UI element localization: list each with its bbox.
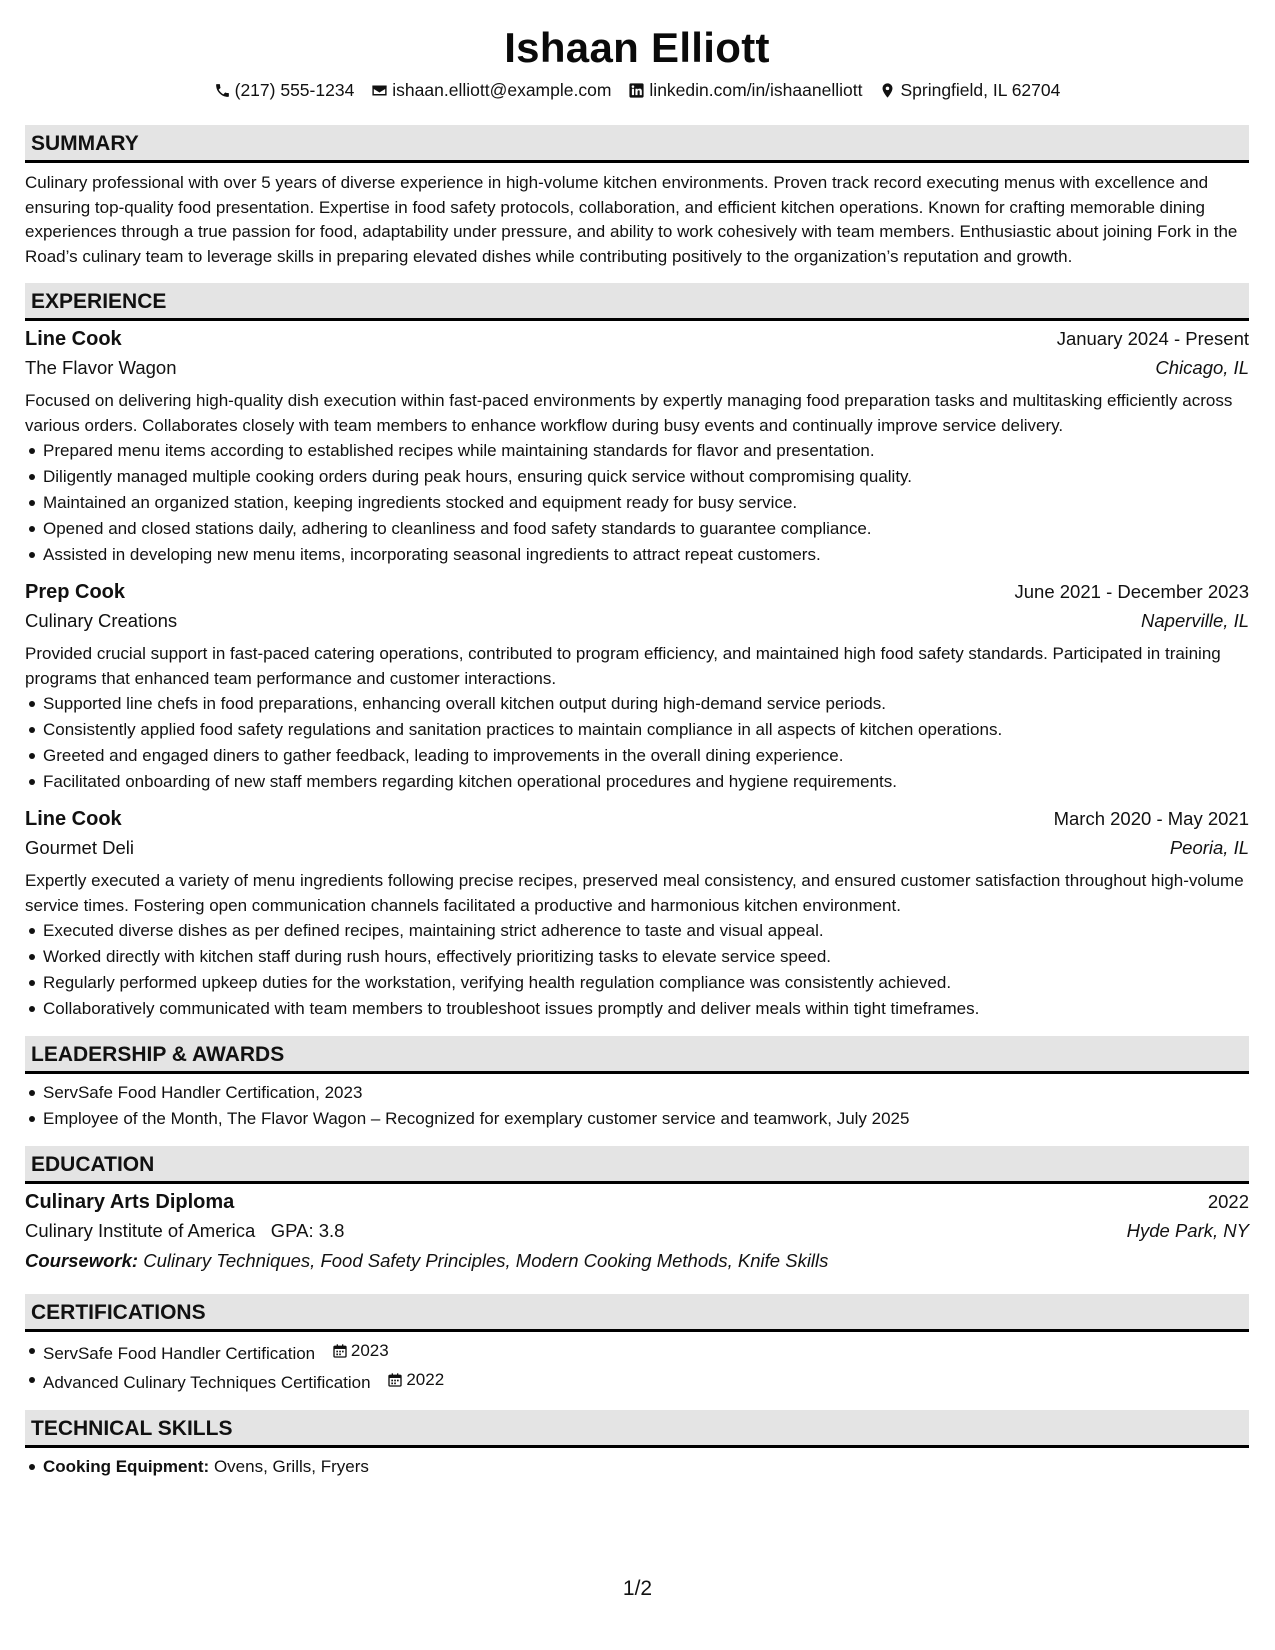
list-item: Executed diverse dishes as per defined recipes, maintaining strict adherence to taste and visual appeal. — [25, 918, 1249, 944]
linkedin-icon — [628, 82, 645, 99]
job-title: Prep Cook — [25, 581, 126, 603]
section-title: SUMMARY — [25, 125, 1249, 163]
list-item: ServSafe Food Handler Certification, 2023 — [25, 1080, 1249, 1106]
job-description: Provided crucial support in fast-paced catering operations, contributed to program efficiency, and maintained high food safety standards. Participated in training programs that enhanced team performance and customer interactions. — [25, 644, 1221, 688]
skills-section — [25, 1410, 1249, 1480]
skill-category: Cooking Equipment: — [43, 1457, 210, 1476]
job-entry — [25, 578, 1249, 795]
section-title: TECHNICAL SKILLS — [25, 1410, 1249, 1448]
company-name: The Flavor Wagon — [25, 357, 177, 378]
page-number: 1/2 — [622, 1577, 653, 1600]
certifications-section — [25, 1294, 1249, 1396]
school-name: Culinary Institute of America — [25, 1220, 256, 1241]
job-location: Naperville, IL — [1141, 610, 1249, 631]
job-dates: January 2024 - Present — [1056, 328, 1249, 349]
calendar-icon — [387, 1372, 403, 1388]
list-item: Maintained an organized station, keeping ingredients stocked and equipment ready for busy service. — [25, 490, 1249, 516]
job-bullets — [25, 691, 1249, 795]
coursework-line — [25, 1246, 1249, 1276]
section-title: EXPERIENCE — [25, 283, 1249, 321]
certification-name: Advanced Culinary Techniques Certification — [43, 1373, 371, 1392]
degree-name: Culinary Arts Diploma — [25, 1191, 235, 1213]
location-text: Springfield, IL 62704 — [900, 80, 1061, 100]
job-dates: March 2020 - May 2021 — [1053, 808, 1249, 829]
summary-text: Culinary professional with over 5 years of diverse experience in high-volume kitchen environments. Proven track record executing menus with excellence and ensuring top-quality food presentation. Expertise in food safety protocols, collaboration, and efficient kitchen operations. Known for crafting memorable dining experiences through a true passion for food, adaptability under pressure, and ability to work cohesively with team members. Enthusiastic about joining Fork in the Road’s culinary team to leverage skills in preparing elevated dishes while contributing positively to the organization’s reputation and growth. — [25, 173, 1238, 266]
education-section — [25, 1146, 1249, 1276]
list-item: Opened and closed stations daily, adhering to cleanliness and food safety standards to guarantee compliance. — [25, 516, 1249, 542]
list-item: Collaboratively communicated with team members to troubleshoot issues promptly and deliver meals within tight timeframes. — [25, 996, 1249, 1022]
certifications-list — [25, 1338, 1249, 1396]
company-name: Gourmet Deli — [25, 837, 134, 858]
certification-date — [387, 1367, 444, 1393]
list-item: Assisted in developing new menu items, incorporating seasonal ingredients to attract repeat customers. — [25, 542, 1249, 568]
awards-list — [25, 1080, 1249, 1132]
section-title: LEADERSHIP & AWARDS — [25, 1036, 1249, 1074]
coursework-list: Culinary Techniques, Food Safety Principles, Modern Cooking Methods, Knife Skills — [143, 1250, 829, 1271]
map-pin-icon — [879, 82, 896, 99]
list-item — [25, 1338, 1249, 1367]
school-location: Hyde Park, NY — [1126, 1220, 1249, 1241]
section-title: CERTIFICATIONS — [25, 1294, 1249, 1332]
experience-section — [25, 283, 1249, 1022]
job-title: Line Cook — [25, 328, 122, 350]
list-item: Regularly performed upkeep duties for the workstation, verifying health regulation compliance was consistently achieved. — [25, 970, 1249, 996]
calendar-icon — [332, 1343, 348, 1359]
company-name: Culinary Creations — [25, 610, 178, 631]
list-item: Worked directly with kitchen staff during rush hours, effectively prioritizing tasks to elevate service speed. — [25, 944, 1249, 970]
job-description: Expertly executed a variety of menu ingredients following precise recipes, preserved meal consistency, and ensured customer satisfaction throughout high-volume service times. Fostering open communication channels facilitated a productive and harmonious kitchen environment. — [25, 871, 1244, 915]
list-item: Facilitated onboarding of new staff members regarding kitchen operational procedures and hygiene requirements. — [25, 769, 1249, 795]
job-location: Peoria, IL — [1169, 837, 1249, 858]
contact-email[interactable] — [371, 78, 611, 102]
list-item: Employee of the Month, The Flavor Wagon – Recognized for exemplary customer service and teamwork, July 2025 — [25, 1106, 1249, 1132]
job-location: Chicago, IL — [1155, 357, 1249, 378]
contact-linkedin[interactable] — [628, 78, 862, 102]
certification-year: 2022 — [406, 1370, 445, 1389]
list-item — [25, 1367, 1249, 1396]
job-bullets — [25, 918, 1249, 1022]
email-text: ishaan.elliott@example.com — [392, 80, 612, 100]
list-item: Diligently managed multiple cooking orders during peak hours, ensuring quick service without compromising quality. — [25, 464, 1249, 490]
job-dates: June 2021 - December 2023 — [1014, 581, 1249, 602]
skill-values: Ovens, Grills, Fryers — [213, 1457, 369, 1476]
graduation-year: 2022 — [1207, 1191, 1249, 1212]
job-entry — [25, 325, 1249, 568]
certification-year: 2023 — [350, 1341, 389, 1360]
list-item: Prepared menu items according to established recipes while maintaining standards for flavor and presentation. — [25, 438, 1249, 464]
summary-section — [25, 125, 1249, 269]
list-item — [25, 1454, 1249, 1480]
candidate-name: Ishaan Elliott — [504, 24, 770, 71]
list-item: Consistently applied food safety regulations and sanitation practices to maintain compliance in all aspects of kitchen operations. — [25, 717, 1249, 743]
phone-icon — [214, 82, 231, 99]
coursework-label: Coursework: — [25, 1250, 139, 1271]
contact-phone[interactable] — [214, 78, 355, 102]
linkedin-text: linkedin.com/in/ishaanelliott — [649, 80, 863, 100]
skills-list — [25, 1454, 1249, 1480]
leadership-section — [25, 1036, 1249, 1132]
certification-date — [332, 1338, 389, 1364]
section-title: EDUCATION — [25, 1146, 1249, 1184]
resume-page — [25, 22, 1249, 1480]
school-line — [25, 1216, 344, 1246]
job-entry — [25, 805, 1249, 1022]
contact-location — [879, 78, 1060, 102]
contact-bar — [25, 78, 1249, 102]
list-item: Greeted and engaged diners to gather feedback, leading to improvements in the overall dining experience. — [25, 743, 1249, 769]
gpa: GPA: 3.8 — [270, 1220, 345, 1241]
job-description: Focused on delivering high-quality dish execution within fast-paced environments by expertly managing food preparation tasks and multitasking efficiently across various orders. Collaborates closely with team members to enhance workflow during busy events and continually improve service delivery. — [25, 391, 1233, 435]
job-bullets — [25, 438, 1249, 568]
list-item: Supported line chefs in food preparations, enhancing overall kitchen output during high-demand service periods. — [25, 691, 1249, 717]
job-title: Line Cook — [25, 808, 122, 830]
phone-text: (217) 555-1234 — [234, 80, 355, 100]
envelope-icon — [371, 82, 388, 99]
certification-name: ServSafe Food Handler Certification — [43, 1344, 316, 1363]
